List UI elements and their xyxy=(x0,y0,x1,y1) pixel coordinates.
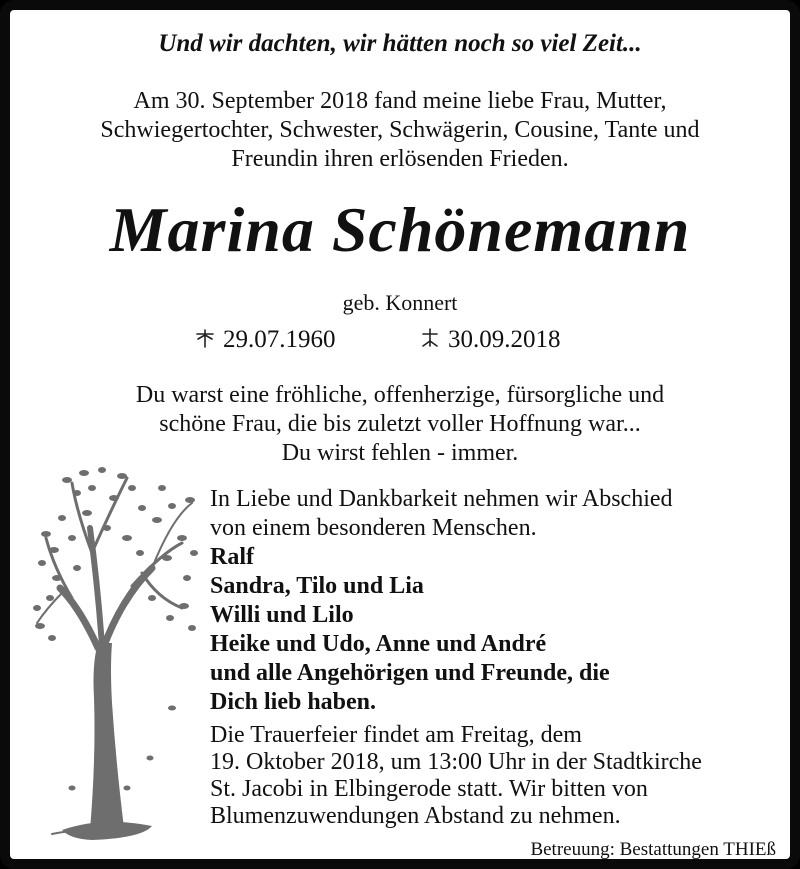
birth-date-group xyxy=(195,326,336,354)
farewell-line: In Liebe und Dankbarkeit nehmen wir Abschied xyxy=(210,486,673,512)
tribute-line: Du wirst fehlen - immer. xyxy=(281,440,519,466)
birth-symbol-icon xyxy=(195,328,215,348)
deceased-name: Marina Schönemann xyxy=(109,194,691,265)
intro-line: Freundin ihren erlösenden Frieden. xyxy=(231,146,569,172)
funeral-line: Die Trauerfeier findet am Freitag, dem xyxy=(210,722,582,748)
intro-line: Schwiegertochter, Schwester, Schwägerin, Cousine, Tante und xyxy=(100,117,700,143)
funeral-line: Blumenzuwendungen Abstand zu nehmen. xyxy=(210,803,621,829)
death-date: 30.09.2018 xyxy=(448,326,561,353)
family-block xyxy=(210,485,785,717)
birth-date: 29.07.1960 xyxy=(223,326,336,353)
intro-text xyxy=(10,87,790,174)
funeral-line: St. Jacobi in Elbingerode statt. Wir bitten von xyxy=(210,776,648,802)
maiden-name: geb. Konnert xyxy=(342,290,458,315)
mourner-name: und alle Angehörigen und Freunde, die xyxy=(210,660,610,686)
mourner-name: Heike und Udo, Anne und André xyxy=(210,631,547,657)
mourner-name: Ralf xyxy=(210,544,254,570)
death-symbol-icon xyxy=(420,328,440,348)
mourner-name: Sandra, Tilo und Lia xyxy=(210,573,424,599)
funeral-line: 19. Oktober 2018, um 13:00 Uhr in der Stadtkirche xyxy=(210,749,702,775)
tree-illustration xyxy=(32,458,212,854)
mourner-name: Dich lieb haben. xyxy=(210,689,377,715)
death-date-group xyxy=(420,326,561,354)
motto-heading: Und wir dachten, wir hätten noch so viel Zeit... xyxy=(158,30,642,57)
life-dates xyxy=(10,326,790,356)
tribute-line: schöne Frau, die bis zuletzt voller Hoffnung war... xyxy=(159,411,641,437)
farewell-line: von einem besonderen Menschen. xyxy=(210,515,537,541)
mourner-name: Willi und Lilo xyxy=(210,602,354,628)
tribute-text xyxy=(10,381,790,468)
intro-line: Am 30. September 2018 fand meine liebe Frau, Mutter, xyxy=(133,88,667,114)
undertaker-credit: Betreuung: Bestattungen THIEß xyxy=(530,839,776,860)
funeral-details xyxy=(210,722,785,830)
tribute-line: Du warst eine fröhliche, offenherzige, fürsorgliche und xyxy=(135,382,665,408)
